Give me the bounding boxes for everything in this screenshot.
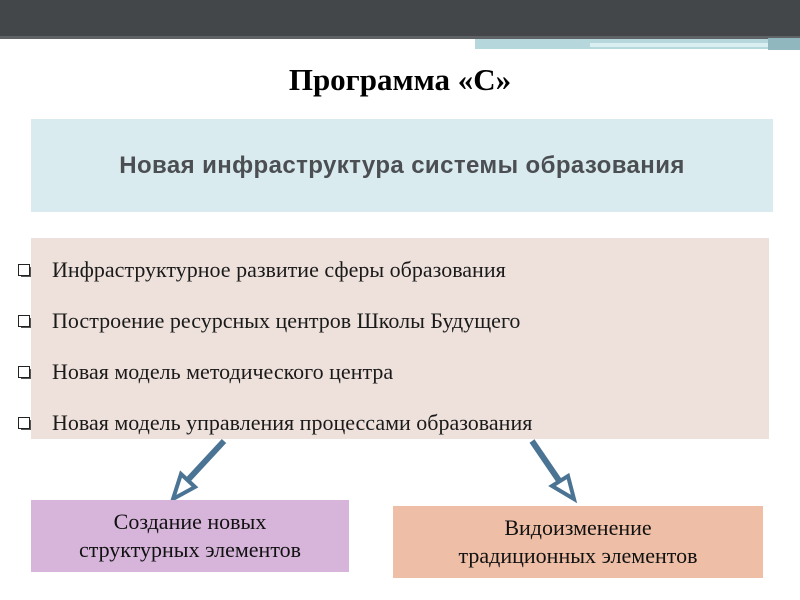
modified-elements-line2: традиционных элементов	[458, 543, 698, 568]
header-text: Новая инфраструктура системы образования	[119, 151, 685, 179]
modified-elements-box	[393, 506, 763, 578]
modified-elements-line1: Видоизменение	[504, 515, 652, 540]
new-elements-line1: Создание новых	[113, 509, 267, 534]
down-arrow-icon	[532, 441, 574, 499]
down-arrow-icon	[173, 441, 224, 499]
bullet-text: Новая модель управления процессами образования	[52, 409, 533, 435]
slide-title: Программа «С»	[288, 62, 512, 97]
bullet-text: Инфраструктурное развитие сферы образования	[52, 256, 506, 282]
bullet-text: Построение ресурсных центров Школы Будущего	[52, 307, 521, 333]
new-elements-line2: структурных элементов	[78, 537, 302, 562]
new-elements-box	[31, 500, 349, 572]
bullet-text: Новая модель методического центра	[52, 358, 394, 384]
